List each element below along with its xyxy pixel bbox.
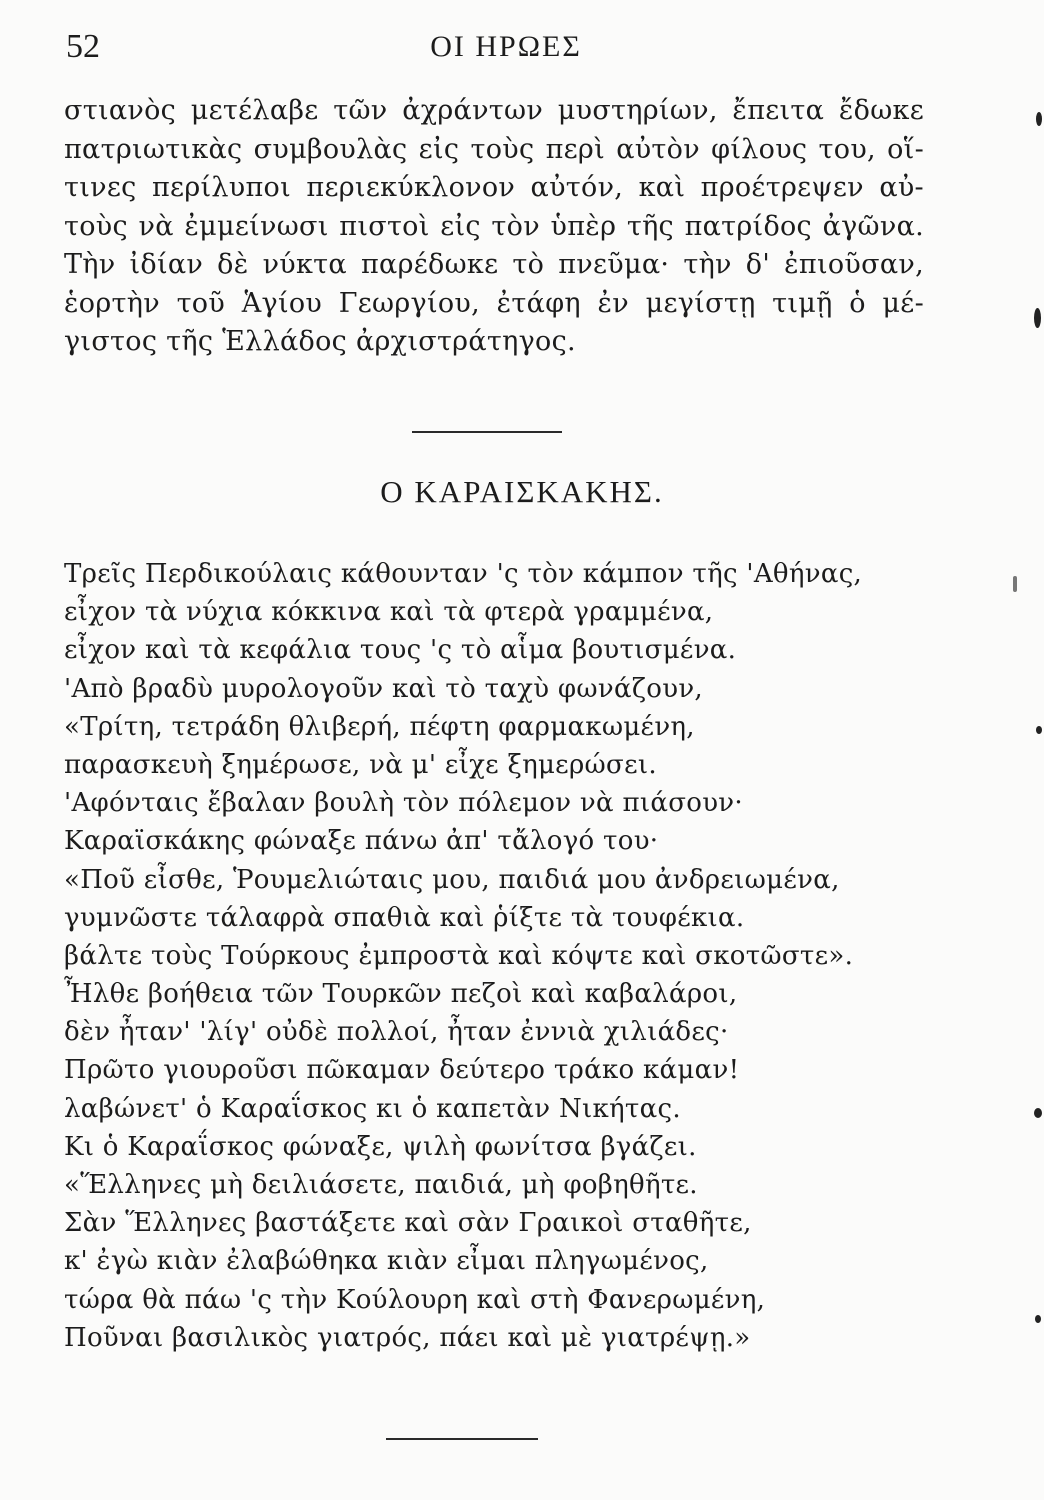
poem-line: 'Αφόνταις ἔβαλαν βουλὴ τὸν πόλεμον νὰ πιάσουν· [64,788,743,819]
poem-line: «Τρίτη, τετράδη θλιβερή, πέφτη φαρμακωμένη, [64,711,695,742]
poem-line: βάλτε τοὺς Τούρκους ἐμπροστὰ καὶ κόψτε καὶ σκοτῶστε». [64,940,854,971]
poem-line: «Ἕλληνες μὴ δειλιάσετε, παιδιά, μὴ φοβηθῆτε. [64,1170,698,1200]
prose-line: στιανὸς μετέλαβε τῶν ἀχράντων μυστηρίων, ἔπειτα ἔδωκε [64,95,924,126]
poem [64,555,944,1357]
poem-line: Ἦλθε βοήθεια τῶν Τουρκῶν πεζοὶ καὶ καβαλάροι, [64,979,738,1010]
page-header [66,28,946,78]
scan-speck [1036,726,1042,734]
poem-line: εἶχον τὰ νύχια κόκκινα καὶ τὰ φτερὰ γραμμένα, [64,597,714,628]
poem-line: 'Απὸ βραδὺ μυρολογοῦν καὶ τὸ ταχὺ φωνάζουν, [64,673,703,704]
poem-line: Πρῶτο γιουροῦσι πῶκαμαν δεύτερο τράκο κάμαν! [64,1055,740,1086]
prose-paragraph [64,92,924,362]
scan-speck [1036,112,1042,126]
poem-line: Ποῦναι βασιλικὸς γιατρός, πάει καὶ μὲ γιατρέψῃ.» [64,1322,751,1353]
section-title: Ο ΚΑΡΑΙΣΚΑΚΗΣ. [380,474,664,509]
poem-line: εἶχον καὶ τὰ κεφάλια τους 'ς τὸ αἷμα βουτισμένα. [64,635,737,666]
scan-speck [1013,576,1017,592]
poem-line: γυμνῶστε τάλαφρὰ σπαθιὰ καὶ ῥίξτε τὰ τουφέκια. [64,902,745,933]
poem-line: λαβώνετ' ὁ Καραΐσκος κι ὁ καπετὰν Νικήτας. [64,1093,681,1124]
poem-line: Τρεῖς Περδικούλαις κάθουνταν 'ς τὸν κάμπον τῆς 'Αθήνας, [64,559,863,589]
poem-line: κ' ἐγὼ κιὰν ἐλαβώθηκα κιὰν εἶμαι πληγωμένος, [64,1246,709,1277]
poem-line: «Ποῦ εἶσθε, Ῥουμελιώταις μου, παιδιά μου ἀνδρειωμένα, [64,864,840,895]
scan-speck [1034,1108,1042,1118]
prose-line: γιστος τῆς Ἑλλάδος ἀρχιστράτηγος. [64,326,576,357]
scan-speck [1035,1315,1041,1323]
poem-line: Σὰν Ἕλληνες βαστάξετε καὶ σὰν Γραικοὶ σταθῆτε, [64,1208,752,1239]
prose-line: τινες περίλυποι περιεκύκλονον αὐτόν, καὶ προέτρεψεν αὐ- [64,172,924,203]
prose-line: τοὺς νὰ ἐμμείνωσι πιστοὶ εἰς τὸν ὑπὲρ τῆς πατρίδος ἀγῶνα. [64,210,924,242]
poem-line: Κι ὁ Καραΐσκος φώναξε, ψιλὴ φωνίτσα βγάζει. [64,1131,697,1162]
poem-line: παρασκευὴ ξημέρωσε, νὰ μ' εἶχε ξημερώσει. [64,749,657,780]
prose-line: Τὴν ἰδίαν δὲ νύκτα παρέδωκε τὸ πνεῦμα· τὴν δ' ἐπιοῦσαν, [64,249,924,280]
section-divider-rule [412,431,562,433]
page-number: 52 [66,28,100,65]
poem-line: τώρα θὰ πάω 'ς τὴν Κούλουρη καὶ στὴ Φανερωμένη, [64,1284,766,1315]
poem-line: δὲν ἦταν' 'λίγ' οὐδὲ πολλοί, ἦταν ἐννιὰ χιλιάδες· [64,1017,729,1048]
scan-speck [1034,308,1041,328]
poem-line: Καραϊσκάκης φώναξε πάνω ἀπ' τἄλογό του· [64,826,659,857]
prose-line: ἑορτὴν τοῦ Ἁγίου Γεωργίου, ἐτάφη ἐν μεγίστῃ τιμῇ ὁ μέ- [64,287,924,319]
prose-line: πατριωτικὰς συμβουλὰς εἰς τοὺς περὶ αὐτὸν φίλους του, οἵ- [64,133,924,165]
end-rule [386,1438,538,1440]
running-title: ΟΙ ΗΡΩΕΣ [430,30,582,63]
